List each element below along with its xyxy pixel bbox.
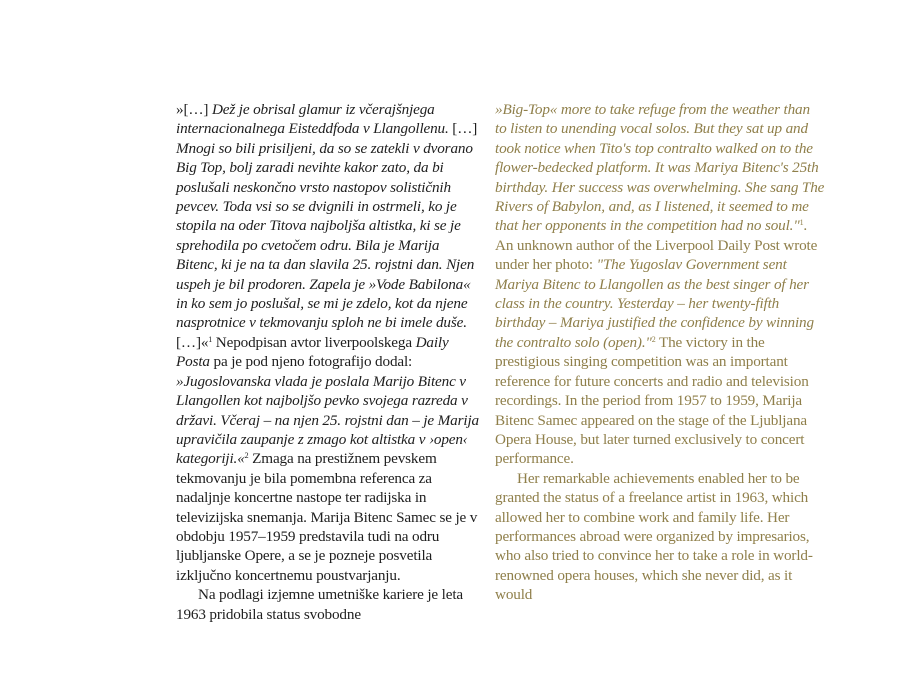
text-run: Nepodpisan avtor liverpoolskega: [212, 333, 416, 351]
text-run: […]: [452, 120, 478, 138]
text-run: . An unknown author of the Liverpool Daily Post wrote under her photo:: [495, 217, 818, 274]
footnote-marker-2[interactable]: 2: [244, 451, 249, 461]
text-run: The victory in the prestigious singing competition was an important reference for future concerts and radio and television recordings. In the period from 1957 to 1959, Marija Bitenc Samec appeared on the stage of the Ljubljana Opera House, but later turned exclusively to concert performance.: [495, 333, 809, 468]
quote-italic: Mnogi so bili prisiljeni, da so se zatekli v dvorano Big Top, bolj zaradi nevihte kakor zato, da bi poslušali neskončno vrsto nastopov solističnih pevcev. Toda vsi so se dvignili in ostrmeli, ko je stopila na oder Titova najboljša altistka, ki se je sprehodila po cvetočem odru. Bila je Marija Bitenc, ki je na ta dan slavila 25. rojstni dan. Njen uspeh je bil prodoren. Zapela je »Vode Babilona« in ko sem jo poslušal, se mi je zdelo, kot da njene nasprotnice v tekmovanju sploh ne bi imele duše.: [176, 139, 475, 332]
quote-italic: »Jugoslovanska vlada je poslala Marijo Bitenc v Llangollen kot najboljšo pevko svojega razreda v državi. Včeraj – na njen 25. rojstni dan – je Marija upravičila zaupanje z zmago kot altistka v ›open‹ kategoriji.«: [176, 372, 479, 468]
slovene-paragraph-2: Na podlagi izjemne umetniške kariere je leta 1963 pridobila status svobodne: [176, 586, 463, 623]
english-paragraph-1: [495, 100, 825, 469]
text-run: pa je pod njeno fotografijo dodal:: [209, 353, 413, 371]
text-run: »[…]: [176, 101, 212, 118]
footnote-marker-1[interactable]: 1: [799, 218, 804, 228]
footnote-marker-2[interactable]: 2: [651, 334, 656, 344]
text-run: Zmaga na prestižnem pevskem tekmovanju je bila pomembna referenca za nadaljnje koncertne nastope ter radijska in televizijska snemanja. Marija Bitenc Samec se je v obdobju 1957–1959 predstavila tudi na odru ljubljanske Opere, a se je pozneje posvetila izključno koncertnemu poustvarjanju.: [176, 450, 478, 584]
quote-italic: Dež je obrisal glamur iz včerajšnjega internacionalnega Eisteddfoda v Llangollenu.: [176, 101, 453, 138]
quote-italic: "The Yugoslav Government sent Mariya Bitenc to Llangollen as the best singer of her class in the country. Yesterday – her twenty-fifth birthday – Mariya justified the confidence by winning the contralto solo (open).": [495, 256, 814, 351]
footnote-marker-1[interactable]: 1: [208, 334, 213, 344]
newspaper-title: Daily Posta: [176, 333, 449, 371]
english-text-column: [495, 100, 825, 605]
english-paragraph-2: Her remarkable achievements enabled her to be granted the status of a freelance artist in 1963, which allowed her to combine work and family life. Her performances abroad were organized by impresarios, who also tried to convince her to take a role in world-renowned opera houses, which she never did, as it would: [495, 469, 813, 604]
quote-italic: »Big-Top« more to take refuge from the weather than to listen to unending vocal solos. But they sat up and took notice when Tito's top contralto walked on to the flower-bedecked platform. It was Mariya Bitenc's 25th birthday. Her success was overwhelming. She sang The Rivers of Babylon, and, as I listened, it seemed to me that her opponents in the competition had no soul.": [495, 101, 825, 235]
slovene-text-column: [176, 100, 482, 624]
text-run: […]«: [176, 333, 209, 351]
slovene-paragraph-1: [176, 100, 482, 585]
